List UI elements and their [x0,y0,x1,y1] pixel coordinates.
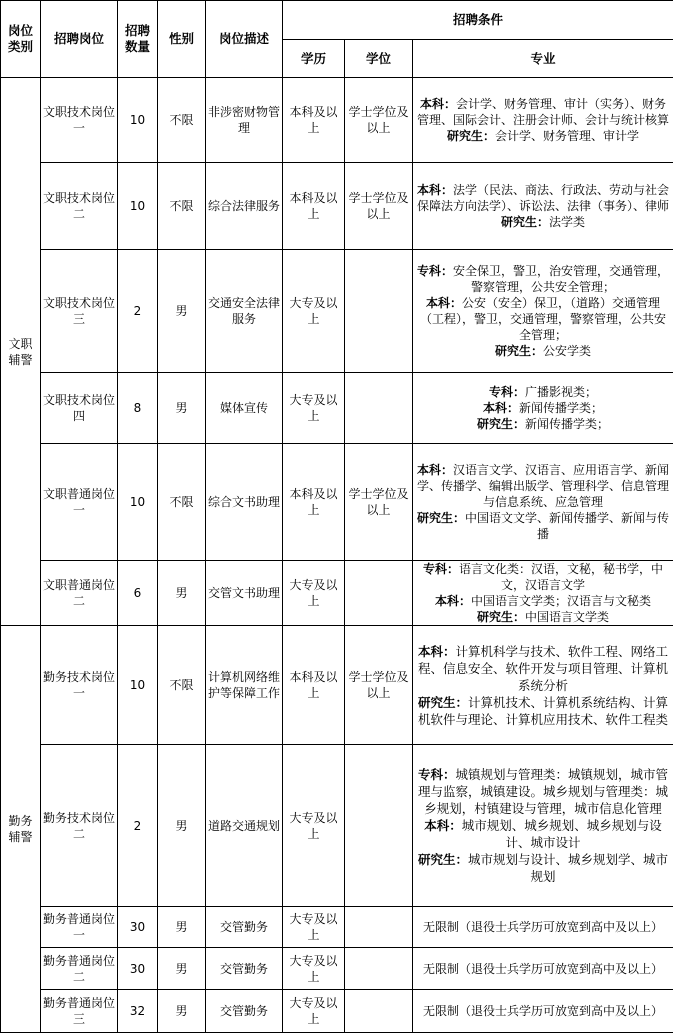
header-degree: 学位 [345,40,413,78]
gender-cell: 不限 [158,163,206,250]
category-cell-qinwu: 勤务辅警 [1,626,41,1033]
benke-label: 本科： [420,97,457,111]
benke-text: 会计学、财务管理、审计（实务）、财务管理、国际会计、注册会计师、会计与统计核算 [417,97,670,127]
major-cell [413,250,673,373]
degree-cell [345,990,413,1033]
position-cell: 文职技术岗位三 [41,250,118,373]
category-cell-wenzhi: 文职辅警 [1,78,41,626]
description-cell: 综合文书助理 [206,444,283,561]
header-position: 招聘岗位 [41,1,118,78]
yanjiusheng-label: 研究生： [418,694,469,710]
gender-cell: 男 [158,990,206,1033]
quantity-cell: 8 [118,373,158,444]
education-cell: 大专及以上 [283,948,345,990]
position-cell: 文职技术岗位二 [41,163,118,250]
gender-cell: 男 [158,250,206,373]
position-cell: 文职技术岗位一 [41,78,118,163]
benke-text: 中国语言文学类；汉语言与文秘类 [471,594,652,608]
position-cell: 文职技术岗位四 [41,373,118,444]
benke-text: 法学（民法、商法、行政法、劳动与社会保障法方向法学）、诉讼法、法律（事务）、律师 [417,183,670,213]
description-cell: 媒体宣传 [206,373,283,444]
description-cell: 交管勤务 [206,990,283,1033]
yanjiusheng-label: 研究生： [477,417,526,431]
quantity-cell: 6 [118,561,158,626]
major-cell [413,561,673,626]
major-cell: 无限制（退役士兵学历可放宽到高中及以上） [413,990,673,1033]
yanjiusheng-label: 研究生： [477,610,526,624]
header-conditions: 招聘条件 [283,1,673,40]
yanjiusheng-text: 新闻传播学类； [525,417,610,431]
degree-cell: 学士学位及以上 [345,444,413,561]
description-cell: 综合法律服务 [206,163,283,250]
education-cell: 大专及以上 [283,250,345,373]
education-cell: 大专及以上 [283,561,345,626]
benke-text: 城市规划、城乡规划、城乡规划与设计、城市设计 [461,818,662,850]
table-row [1,990,673,1033]
quantity-cell: 2 [118,745,158,907]
description-cell: 道路交通规划 [206,745,283,907]
header-major: 专业 [413,40,673,78]
degree-cell: 学士学位及以上 [345,626,413,745]
position-cell: 文职普通岗位一 [41,444,118,561]
header-gender: 性别 [158,1,206,78]
quantity-cell: 2 [118,250,158,373]
yanjiusheng-text: 计算机技术、计算机系统结构、计算机软件与理论、计算机应用技术、软件工程类 [418,694,669,727]
position-cell: 勤务普通岗位二 [41,948,118,990]
major-cell [413,78,673,163]
benke-label: 本科： [417,463,454,477]
position-cell: 勤务技术岗位二 [41,745,118,907]
degree-cell: 学士学位及以上 [345,163,413,250]
yanjiusheng-label: 研究生： [417,511,466,525]
major-cell [413,373,673,444]
yanjiusheng-label: 研究生： [501,215,550,229]
table-row [1,626,673,745]
yanjiusheng-text: 中国语言文学类 [525,610,610,624]
description-cell: 交管文书助理 [206,561,283,626]
degree-cell [345,907,413,948]
table-row [1,745,673,907]
description-cell: 非涉密财物管理 [206,78,283,163]
gender-cell: 不限 [158,78,206,163]
education-cell: 大专及以上 [283,373,345,444]
education-cell: 大专及以上 [283,990,345,1033]
gender-cell: 不限 [158,626,206,745]
benke-text: 汉语言文学、汉语言、应用语言学、新闻学、传播学、编辑出版学、管理科学、信息管理与信息系统、应急管理 [417,463,670,509]
gender-cell: 男 [158,561,206,626]
zhuanke-label: 专科： [417,264,454,278]
position-cell: 勤务普通岗位一 [41,907,118,948]
gender-cell: 男 [158,948,206,990]
header-category: 岗位类别 [1,1,41,78]
quantity-cell: 32 [118,990,158,1033]
degree-cell [345,561,413,626]
yanjiusheng-label: 研究生： [418,852,469,867]
quantity-cell: 10 [118,444,158,561]
zhuanke-text: 广播影视类； [525,385,598,399]
header-education: 学历 [283,40,345,78]
quantity-cell: 10 [118,78,158,163]
yanjiusheng-label: 研究生： [495,344,544,358]
position-cell: 勤务技术岗位一 [41,626,118,745]
zhuanke-text: 语言文化类：汉语，文秘，秘书学，中文，汉语言文学 [459,562,664,592]
degree-cell: 学士学位及以上 [345,78,413,163]
major-cell [413,626,673,745]
education-cell: 本科及以上 [283,163,345,250]
degree-cell [345,745,413,907]
quantity-cell: 10 [118,626,158,745]
quantity-cell: 10 [118,163,158,250]
table-row [1,163,673,250]
gender-cell: 男 [158,745,206,907]
header-description: 岗位描述 [206,1,283,78]
benke-label: 本科： [483,401,520,415]
benke-label: 本科： [417,183,454,197]
major-cell: 无限制（退役士兵学历可放宽到高中及以上） [413,948,673,990]
degree-cell [345,948,413,990]
degree-cell [345,250,413,373]
zhuanke-text: 安全保卫，警卫，治安管理，交通管理，警察管理，公共安全管理； [453,264,670,294]
yanjiusheng-text: 法学类 [549,215,586,229]
yanjiusheng-label: 研究生： [447,129,496,143]
education-cell: 大专及以上 [283,907,345,948]
gender-cell: 男 [158,907,206,948]
major-cell: 无限制（退役士兵学历可放宽到高中及以上） [413,907,673,948]
table-row [1,561,673,626]
description-cell: 交管勤务 [206,907,283,948]
description-cell: 交管勤务 [206,948,283,990]
major-cell [413,745,673,907]
benke-text: 新闻传播学类； [519,401,604,415]
table-row [1,444,673,561]
zhuanke-label: 专科： [423,562,460,576]
gender-cell: 不限 [158,444,206,561]
benke-label: 本科： [435,594,472,608]
table-row [1,373,673,444]
benke-label: 本科： [418,643,456,659]
description-cell: 计算机网络维护等保障工作 [206,626,283,745]
zhuanke-text: 城镇规划与管理类：城镇规划，城市管理与监察，城镇建设。城乡规划与管理类：城乡规划，村镇建设与管理，城市信息化管理 [418,767,669,816]
table-row [1,948,673,990]
header-quantity: 招聘数量 [118,1,158,78]
table-row [1,250,673,373]
benke-text: 计算机科学与技术、软件工程、网络工程、信息安全、软件开发与项目管理、计算机系统分析 [418,643,669,693]
zhuanke-label: 专科： [489,385,526,399]
major-cell [413,163,673,250]
education-cell: 本科及以上 [283,626,345,745]
education-cell: 大专及以上 [283,745,345,907]
position-cell: 勤务普通岗位三 [41,990,118,1033]
major-cell [413,444,673,561]
benke-label: 本科： [424,818,462,833]
zhuanke-label: 专科： [418,767,456,782]
quantity-cell: 30 [118,948,158,990]
education-cell: 本科及以上 [283,78,345,163]
benke-text: 公安（安全）保卫，（道路）交通管理（工程），警卫，交通管理，警察管理，公共安全管理； [420,296,667,342]
yanjiusheng-text: 公安学类 [543,344,592,358]
yanjiusheng-text: 城市规划与设计、城乡规划学、城市规划 [468,852,669,884]
yanjiusheng-text: 中国语文文学、新闻传播学、新闻与传播 [465,511,670,541]
table-row [1,907,673,948]
education-cell: 本科及以上 [283,444,345,561]
degree-cell [345,373,413,444]
gender-cell: 男 [158,373,206,444]
table-row [1,78,673,163]
quantity-cell: 30 [118,907,158,948]
description-cell: 交通安全法律服务 [206,250,283,373]
position-cell: 文职普通岗位二 [41,561,118,626]
yanjiusheng-text: 会计学、财务管理、审计学 [495,129,640,143]
benke-label: 本科： [426,296,463,310]
